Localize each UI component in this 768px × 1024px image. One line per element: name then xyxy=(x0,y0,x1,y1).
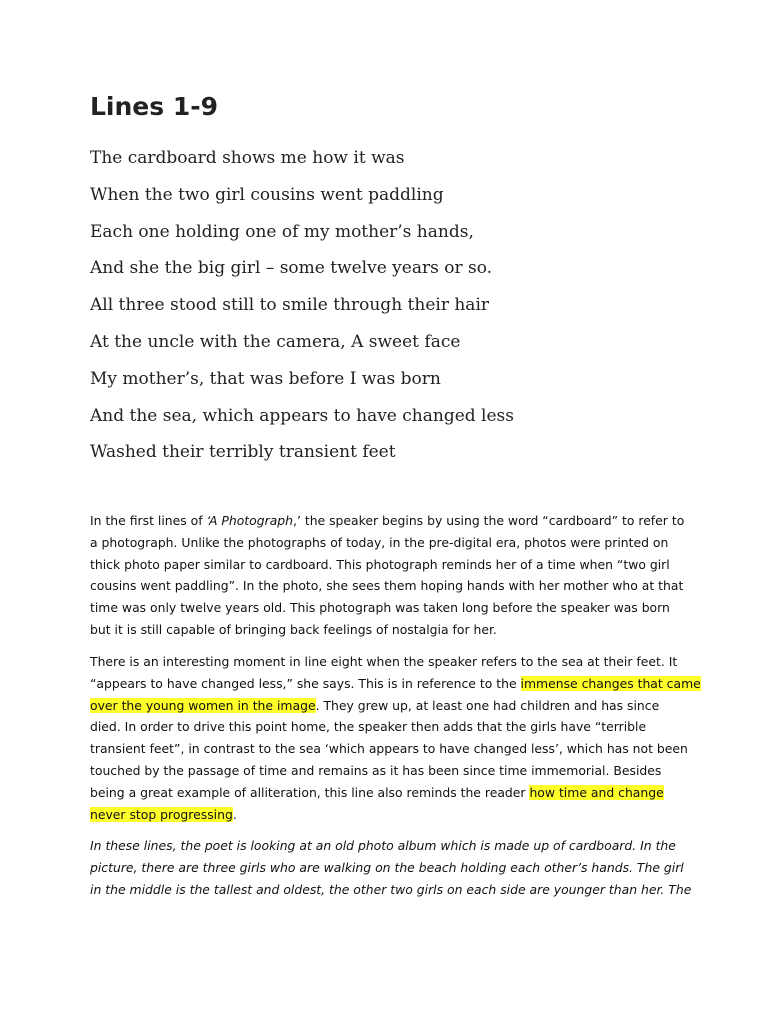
text-run: ,’ the speaker begins by using the word “cardboard” to refer to xyxy=(293,513,685,528)
poem-line: The cardboard shows me how it was xyxy=(90,148,405,168)
text-line: transient feet”, in contrast to the sea ‘which appears to have changed less’, which has not been xyxy=(90,741,688,757)
text-line: died. In order to drive this point home, the speaker then adds that the girls have “terrible xyxy=(90,719,647,735)
poem-line: My mother’s, that was before I was born xyxy=(90,368,441,389)
text-run: . They grew up, at least one had children and has since xyxy=(315,697,660,713)
text-line xyxy=(90,782,680,804)
text-line: cousins went paddling”. In the photo, she sees them hoping hands with her mother who at that xyxy=(90,578,684,594)
highlighted-text: over the young women in the image xyxy=(90,697,316,713)
highlighted-text: never stop progressing xyxy=(90,806,233,822)
text-line: time was only twelve years old. This photograph was taken long before the speaker was born xyxy=(90,600,670,616)
poem-line: Washed their terribly transient feet xyxy=(90,442,396,463)
text-line: but it is still capable of bringing back feelings of nostalgia for her. xyxy=(90,621,497,637)
text-line xyxy=(90,673,701,695)
poem-line: Each one holding one of my mother’s hands, xyxy=(90,221,474,242)
text-line xyxy=(90,695,680,717)
text-run: being a great example of alliteration, this line also reminds the reader xyxy=(90,784,530,800)
poem-line: All three stood still to smile through their hair xyxy=(90,295,490,316)
text-run: . xyxy=(232,806,237,822)
text-line xyxy=(90,510,685,532)
text-line: In these lines, the poet is looking at an old photo album which is made up of cardboard. In the xyxy=(90,838,676,853)
text-line: in the middle is the tallest and oldest, the other two girls on each side are younger than her. The xyxy=(90,881,692,897)
poem-line: When the two girl cousins went paddling xyxy=(90,184,444,205)
italic-title: ‘A Photograph xyxy=(206,513,294,528)
poem-line: And the sea, which appears to have changed less xyxy=(90,405,514,426)
text-line: picture, there are three girls who are walking on the beach holding each other’s hands. The girl xyxy=(90,859,684,875)
highlighted-text: immense changes that came xyxy=(520,675,701,691)
text-line: a photograph. Unlike the photographs of today, in the pre-digital era, photos were printed on xyxy=(90,534,669,550)
analysis-paragraph-1 xyxy=(90,510,685,641)
poem-line: And she the big girl – some twelve years or so. xyxy=(90,258,493,279)
text-line: touched by the passage of time and remains as it has been since time immemorial. Besides xyxy=(90,762,662,778)
poem-block xyxy=(90,146,514,477)
analysis-paragraph-2 xyxy=(90,651,701,825)
analysis-paragraph-3 xyxy=(90,835,692,900)
poem-line: At the uncle with the camera, A sweet face xyxy=(90,331,461,352)
text-line: There is an interesting moment in line eight when the speaker refers to the sea at their feet. It xyxy=(90,654,678,669)
text-run: “appears to have changed less,” she says. This is in reference to the xyxy=(90,675,521,691)
highlighted-text: how time and change xyxy=(529,784,664,800)
text-run: In the first lines of xyxy=(90,513,207,528)
text-line xyxy=(90,804,680,826)
section-heading: Lines 1-9 xyxy=(90,92,219,121)
text-line: thick photo paper similar to cardboard. This photograph reminds her of a time when “two girl xyxy=(90,556,670,572)
